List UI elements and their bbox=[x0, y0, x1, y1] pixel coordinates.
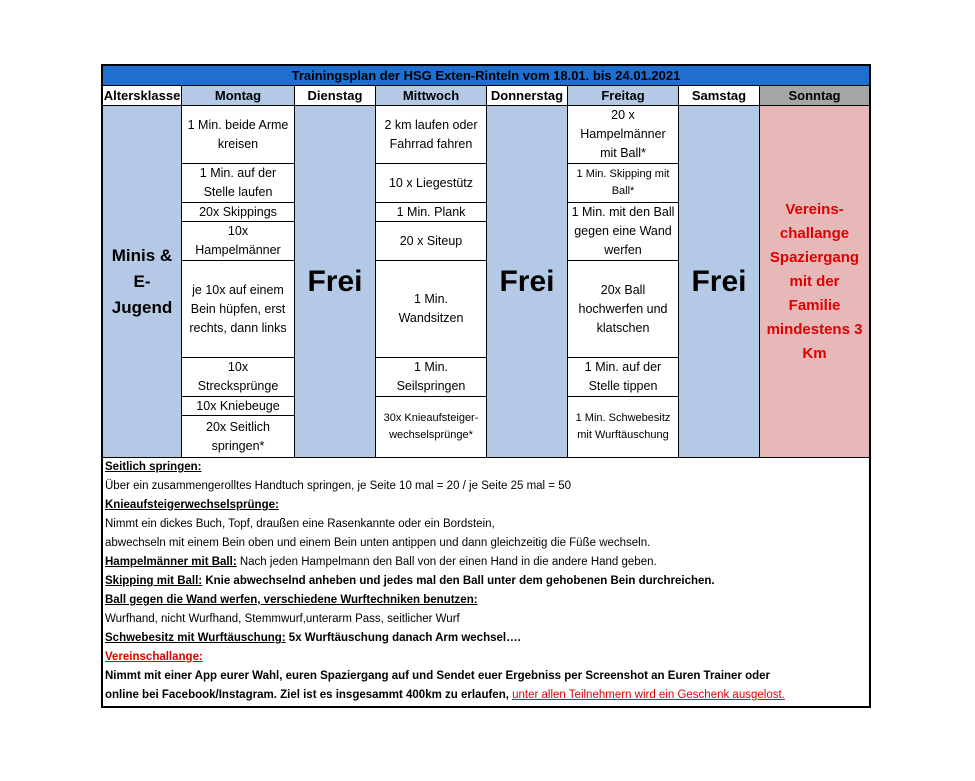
note-seitlich-title: Seitlich springen: bbox=[105, 461, 202, 473]
note-line bbox=[103, 648, 869, 667]
friday-exercise: 20 x Hampelmänner mit Ball* bbox=[568, 106, 679, 164]
note-line bbox=[103, 496, 869, 515]
tuesday-frei: Frei bbox=[295, 106, 376, 458]
wednesday-exercise: 1 Min. Plank bbox=[376, 203, 487, 222]
wednesday-exercise: 10 x Liegestütz bbox=[376, 164, 487, 203]
friday-column bbox=[568, 106, 679, 458]
friday-exercise: 1 Min. mit den Ball gegen eine Wand werfen bbox=[568, 203, 679, 261]
header-wednesday: Mittwoch bbox=[376, 86, 487, 106]
monday-exercise: 20x Skippings bbox=[182, 203, 295, 222]
wednesday-exercise: 30x Knieaufsteiger-wechselsprünge* bbox=[376, 397, 487, 458]
note-line bbox=[103, 629, 869, 648]
wednesday-exercise: 1 Min. Wandsitzen bbox=[376, 261, 487, 358]
note-knie-text: Nimmt ein dickes Buch, Topf, draußen eine Rasenkannte oder ein Bordstein, bbox=[105, 518, 495, 530]
note-hampel-title: Hampelmänner mit Ball: bbox=[105, 556, 237, 568]
note-line bbox=[103, 610, 869, 629]
header-monday: Montag bbox=[182, 86, 295, 106]
monday-exercise: 20x Seitlich springen* bbox=[182, 416, 295, 458]
header-sunday: Sonntag bbox=[760, 86, 869, 106]
note-line bbox=[103, 515, 869, 534]
note-line bbox=[103, 458, 869, 477]
note-verein-text: Nimmt mit einer App eurer Wahl, euren Spaziergang auf und Sendet euer Ergebniss per Screenshot an Euren Trainer oder bbox=[105, 670, 771, 682]
monday-exercise: je 10x auf einem Bein hüpfen, erst rechts, dann links bbox=[182, 261, 295, 358]
friday-exercise: 20x Ball hochwerfen und klatschen bbox=[568, 261, 679, 358]
saturday-frei: Frei bbox=[679, 106, 760, 458]
header-friday: Freitag bbox=[568, 86, 679, 106]
note-skipping-text: Knie abwechselnd anheben und jedes mal den Ball unter dem gehobenen Bein durchreichen. bbox=[202, 575, 715, 587]
note-line bbox=[103, 591, 869, 610]
friday-exercise: 1 Min. Schwebesitz mit Wurftäuschung bbox=[568, 397, 679, 458]
monday-exercise: 1 Min. auf der Stelle laufen bbox=[182, 164, 295, 203]
wednesday-exercise: 2 km laufen oder Fahrrad fahren bbox=[376, 106, 487, 164]
note-wand-title: Ball gegen die Wand werfen, verschiedene Wurftechniken benutzen: bbox=[105, 594, 478, 606]
wednesday-exercise: 1 Min. Seilspringen bbox=[376, 358, 487, 397]
note-line bbox=[103, 572, 869, 591]
friday-exercise: 1 Min. auf der Stelle tippen bbox=[568, 358, 679, 397]
plan-title: Trainingsplan der HSG Exten-Rinteln vom 18.01. bis 24.01.2021 bbox=[103, 66, 869, 86]
wednesday-column bbox=[376, 106, 487, 458]
notes-section bbox=[103, 458, 869, 705]
note-line bbox=[103, 553, 869, 572]
header-saturday: Samstag bbox=[679, 86, 760, 106]
note-hampel-text: Nach jeden Hampelmann den Ball von der einen Hand in die andere Hand geben. bbox=[236, 556, 657, 568]
note-line bbox=[103, 534, 869, 553]
monday-exercise: 10x Hampelmänner bbox=[182, 222, 295, 261]
note-verein-title: Vereinschallange: bbox=[105, 651, 203, 663]
note-knie-text: abwechseln mit einem Bein oben und einem Bein unten antippen und dann gleichzeitig die Füße wechseln. bbox=[105, 537, 651, 549]
note-schwebe-title: Schwebesitz mit Wurftäuschung: bbox=[105, 632, 286, 644]
note-verein-text: online bei Facebook/Instagram. Ziel ist es insgesammt 400km zu erlaufen, bbox=[105, 689, 513, 701]
note-seitlich-text: Über ein zusammengerolltes Handtuch springen, je Seite 10 mal = 20 / je Seite 25 mal = 50 bbox=[105, 480, 572, 492]
note-skipping-title: Skipping mit Ball: bbox=[105, 575, 203, 587]
note-schwebe-text: 5x Wurftäuschung danach Arm wechsel…. bbox=[285, 632, 521, 644]
wednesday-exercise: 20 x Siteup bbox=[376, 222, 487, 261]
age-group-cell: Minis & E-Jugend bbox=[103, 106, 182, 458]
monday-exercise: 10x Kniebeuge bbox=[182, 397, 295, 416]
monday-exercise: 10x Strecksprünge bbox=[182, 358, 295, 397]
friday-exercise: 1 Min. Skipping mit Ball* bbox=[568, 164, 679, 203]
header-tuesday: Dienstag bbox=[295, 86, 376, 106]
sunday-challenge: Vereins-challange Spaziergang mit der Familie mindestens 3 Km bbox=[760, 106, 869, 458]
note-verein-raffle: unter allen Teilnehmern wird ein Geschenk ausgelost. bbox=[512, 689, 785, 701]
header-thursday: Donnerstag bbox=[487, 86, 568, 106]
training-plan-sheet bbox=[101, 64, 871, 708]
monday-exercise: 1 Min. beide Arme kreisen bbox=[182, 106, 295, 164]
note-line bbox=[103, 686, 869, 705]
note-knie-title: Knieaufsteigerwechselsprünge: bbox=[105, 499, 279, 511]
thursday-frei: Frei bbox=[487, 106, 568, 458]
note-wand-text: Wurfhand, nicht Wurfhand, Stemmwurf,unterarm Pass, seitlicher Wurf bbox=[105, 613, 460, 625]
monday-column bbox=[182, 106, 295, 458]
header-age-class: Altersklasse bbox=[103, 86, 182, 106]
note-line bbox=[103, 477, 869, 496]
note-line bbox=[103, 667, 869, 686]
